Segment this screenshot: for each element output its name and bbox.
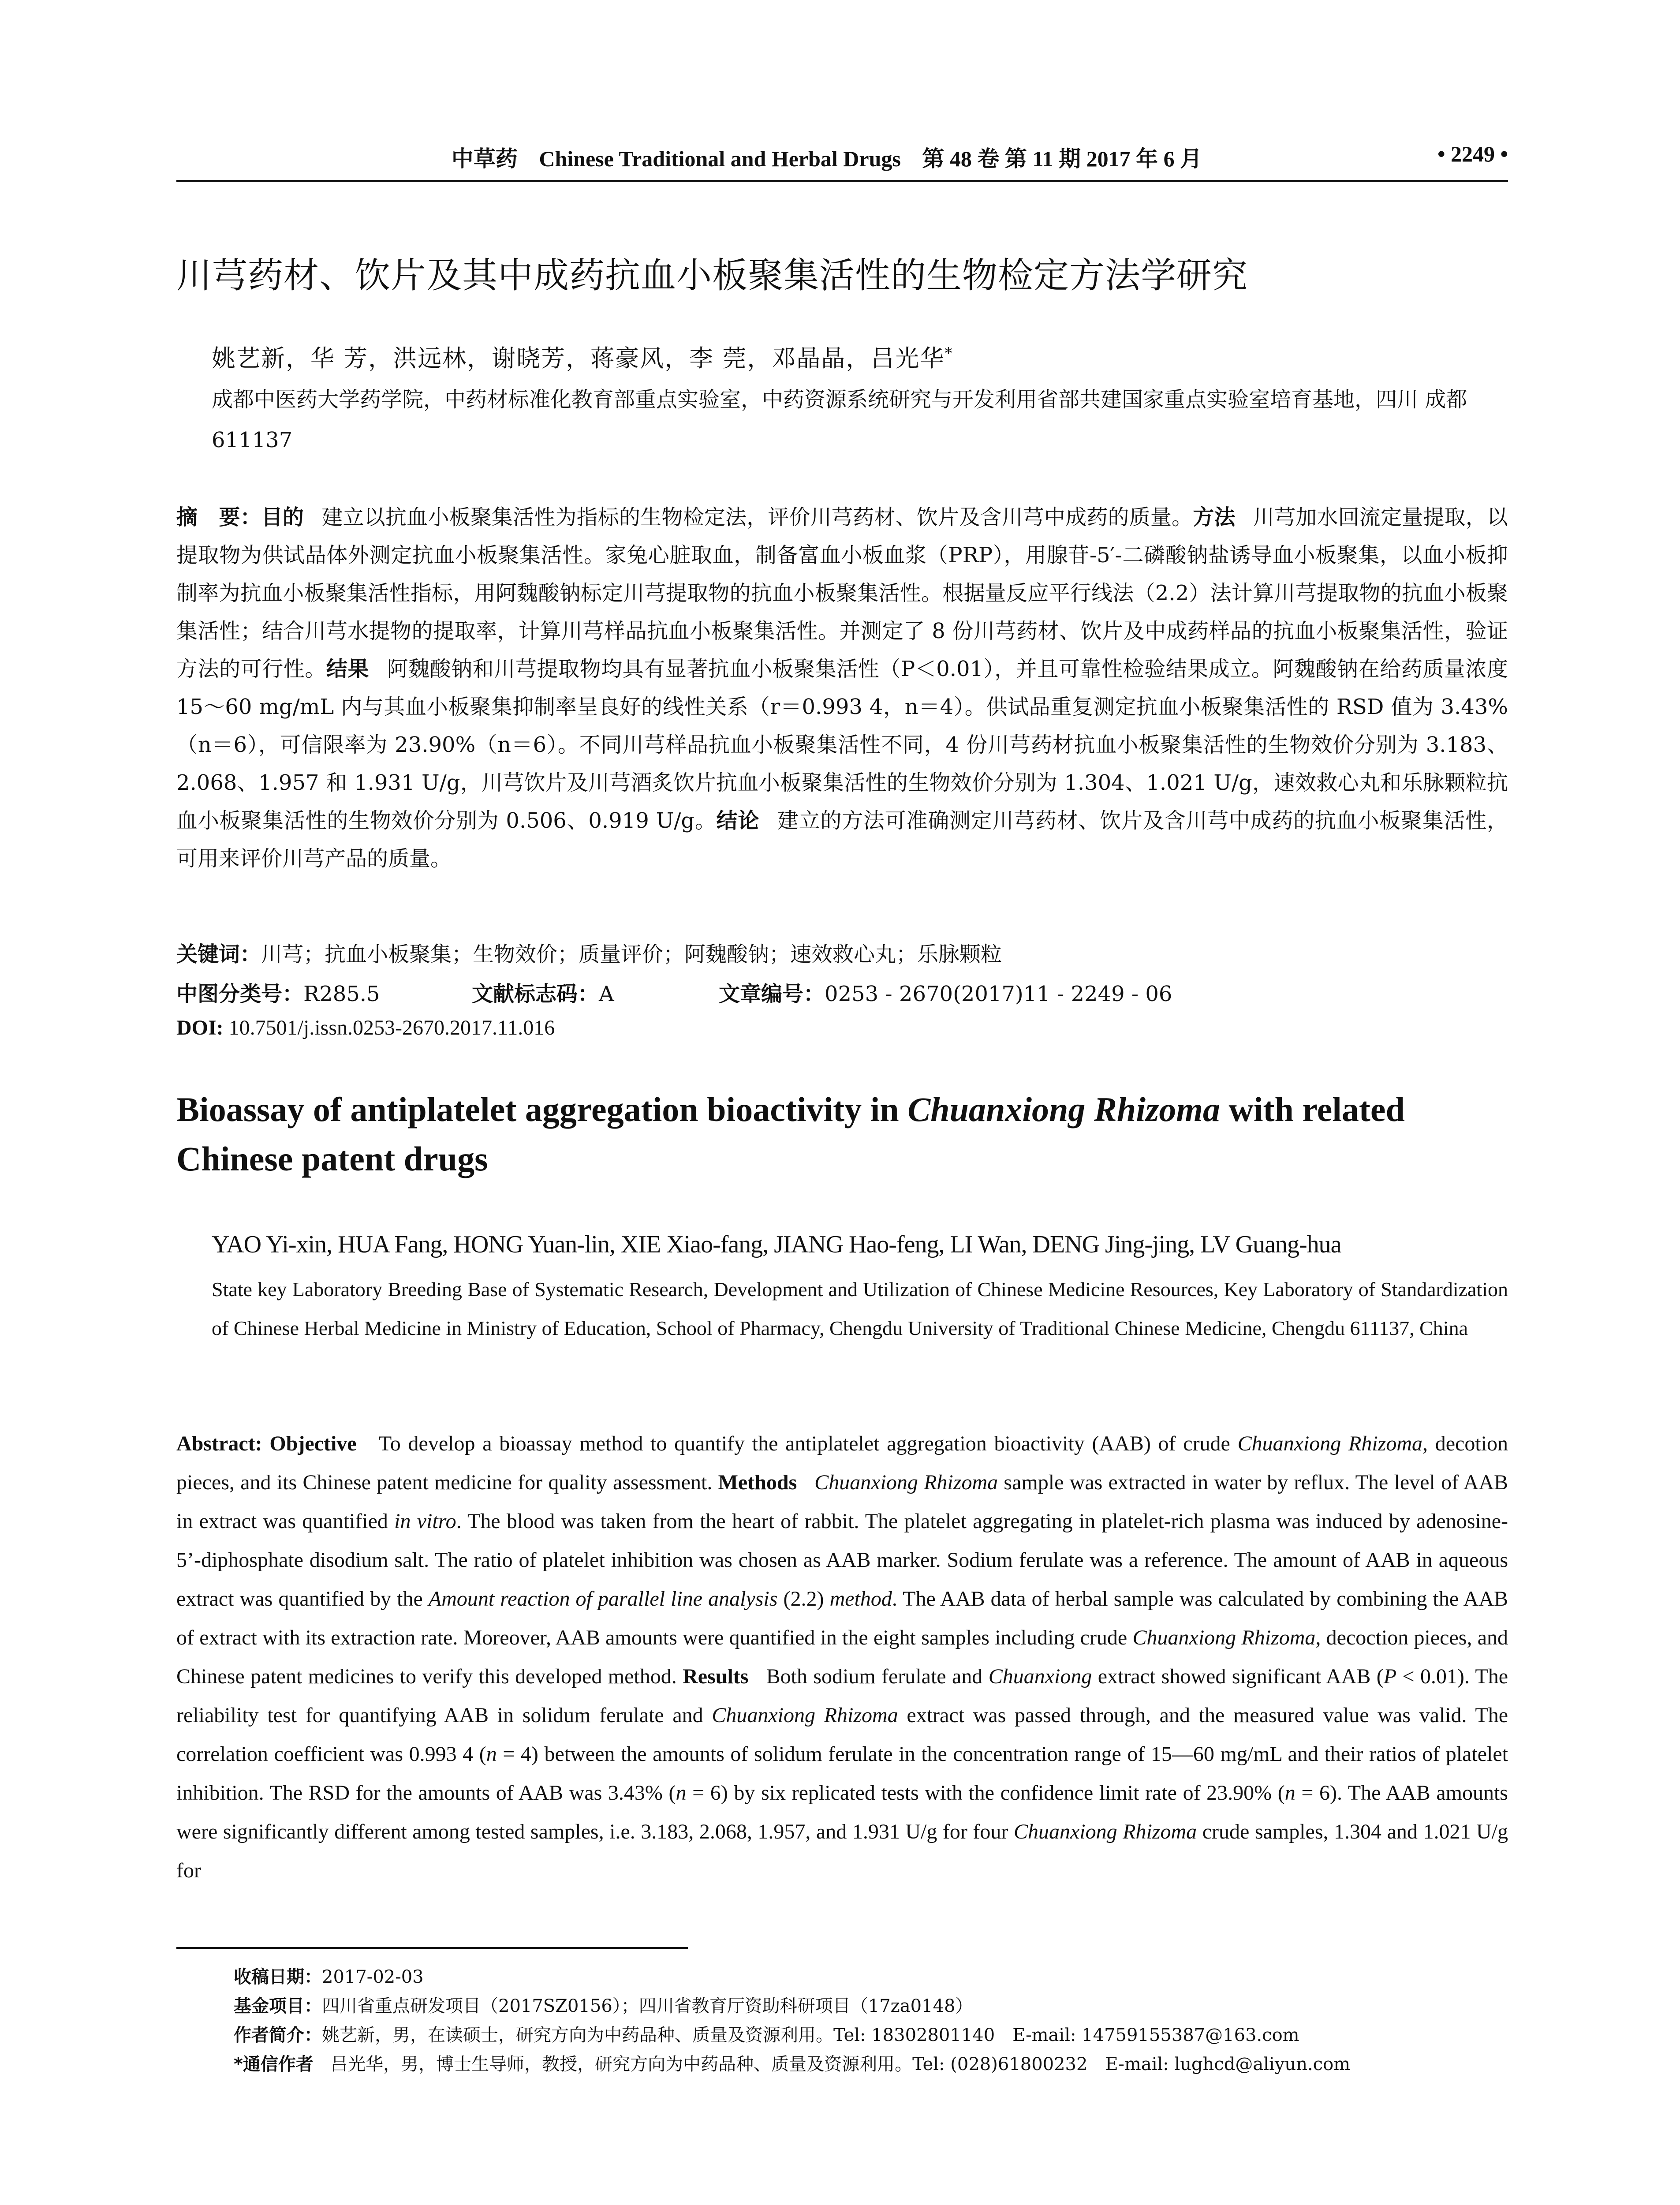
english-title-italic: Chuanxiong Rhizoma: [907, 1090, 1221, 1129]
keywords-label: 关键词：: [176, 942, 261, 967]
corresponding-label: *通信作者: [234, 2054, 314, 2074]
english-authors: YAO Yi-xin, HUA Fang, HONG Yuan-lin, XIE Xiao-fang, JIANG Hao-feng, LI Wan, DENG Jing-jing, LV Guang-hua: [212, 1231, 1341, 1258]
corresponding-value: 吕光华，男，博士生导师，教授，研究方向为中药品种、质量及资源利用。Tel: (028)61800232 E-mail: lughcd@aliyun.com: [330, 2054, 1351, 2074]
chinese-affiliation: 成都中医药大学药学院，中药材标准化教育部重点实验室，中药资源系统研究与开发利用省部共建国家重点实验室培育基地，四川 成都 611137: [212, 387, 1467, 452]
keywords-line: [176, 937, 1508, 968]
article-no-label: 文章编号：: [719, 982, 825, 1006]
received-label: 收稿日期：: [234, 1967, 322, 1987]
objective-text-cn: 建立以抗血小板聚集活性为指标的生物检定法，评价川芎药材、饮片及含川芎中成药的质量。: [321, 505, 1193, 530]
methods-label-cn: 方法: [1193, 505, 1236, 530]
fund-value: 四川省重点研发项目（2017SZ0156）；四川省教育厅资助科研项目（17za0148）: [322, 1996, 973, 2016]
chinese-abstract: [176, 498, 1508, 878]
results-text-en-5: = 4) between the amounts of solidum ferulate in the concentration range of 15—60 mg/mL and their ratios of platelet inhibition. The RSD for the amounts of AAB was 3.43% (: [176, 1742, 1508, 1805]
objective-label-cn: 目的: [261, 505, 304, 530]
results-label-cn: 结果: [326, 657, 370, 681]
doccode-label: 文献标志码：: [472, 982, 599, 1006]
results-italic-en-3: Chuanxiong Rhizoma: [712, 1704, 898, 1727]
author-label: 作者简介：: [234, 2025, 322, 2045]
header-rule: [176, 180, 1508, 182]
conclusion-text-cn: 建立的方法可准确测定川芎药材、饮片及含川芎中成药的抗血小板聚集活性，可用来评价川芎产品的质量。: [176, 808, 1508, 871]
results-text-en-2: extract showed significant AAB (: [1092, 1665, 1384, 1688]
objective-text-en: To develop a bioassay method to quantify the antiplatelet aggregation bioactivity (AAB) of crude: [378, 1432, 1238, 1455]
doi-line: [176, 1016, 1508, 1040]
english-title: [176, 1085, 1508, 1184]
methods-italic-en-2: in vitro: [394, 1510, 456, 1533]
footnote-fund: [234, 1992, 1508, 2021]
results-text-en-1: Both sodium ferulate and: [766, 1665, 989, 1688]
clc-label: 中图分类号：: [176, 982, 304, 1006]
results-italic-en-2: P: [1383, 1665, 1397, 1688]
results-text-en-8: crude samples, 1.304 and 1.021 U/g for: [176, 1820, 1508, 1882]
objective-label-en: Objective: [269, 1432, 357, 1455]
page-number: • 2249 •: [1437, 142, 1508, 166]
header-journal: [176, 141, 1477, 173]
results-italic-en-1: Chuanxiong: [988, 1665, 1092, 1688]
chinese-authors: [212, 340, 953, 374]
objective-text-en-2: , decotion pieces, and its Chinese patent medicine for quality assessment.: [176, 1432, 1508, 1494]
methods-text-en-5: , decoction pieces, and Chinese patent medicines to verify this developed method.: [176, 1626, 1508, 1688]
results-text-en-4: extract was passed through, and the measured value was valid. The correlation coefficient was 0.993 4 (: [176, 1704, 1508, 1766]
methods-italic-en-5: Chuanxiong Rhizoma: [1132, 1626, 1316, 1649]
footnote-author: [234, 2021, 1508, 2050]
doi-label: DOI:: [176, 1016, 224, 1039]
fund-label: 基金项目：: [234, 1996, 322, 2016]
journal-name-en: Chinese Traditional and Herbal Drugs: [539, 146, 901, 171]
journal-issue: 第 48 卷 第 11 期 2017 年 6 月: [922, 146, 1202, 171]
footnotes: [234, 1962, 1508, 2079]
chinese-authors-text: 姚艺新，华 芳，洪远林，谢晓芳，蒋豪风，李 莞，邓晶晶，吕光华: [212, 344, 945, 372]
results-italic-en-5: n: [676, 1781, 687, 1805]
results-text-en-7: = 6). The AAB amounts were significantly different among tested samples, i.e. 3.183, 2.068, 1.957, and 1.931 U/g for four: [176, 1781, 1508, 1843]
results-text-en-6: = 6) by six replicated tests with the confidence limit rate of 23.90% (: [686, 1781, 1285, 1805]
footnote-received: [234, 1962, 1508, 1992]
conclusion-label-cn: 结论: [716, 808, 760, 833]
english-title-part1: Bioassay of antiplatelet aggregation bioactivity in: [176, 1090, 908, 1129]
doi-value: 10.7501/j.issn.0253-2670.2017.11.016: [228, 1016, 555, 1039]
methods-label-en: Methods: [718, 1471, 797, 1494]
results-text-cn: 阿魏酸钠和川芎提取物均具有显著抗血小板聚集活性（P＜0.01），并且可靠性检验结果成立。阿魏酸钠在给药质量浓度 15～60 mg/mL 内与其血小板聚集抑制率呈良好的线性关系（r＝0.993 4，n＝4）。供试品重复测定抗血小板聚集活性的 RSD 值为 3.43%（n＝6），可信限率为 23.90%（n＝6）。不同川芎样品抗血小板聚集活性不同，4 份川芎药材抗血小板聚集活性的生物效价分别为 3.183、2.068、1.957 和 1.931 U/g，川芎饮片及川芎酒炙饮片抗血小板聚集活性的生物效价分别为 1.304、1.021 U/g，速效救心丸和乐脉颗粒抗血小板聚集活性的生物效价分别为 0.506、0.919 U/g。: [176, 657, 1508, 833]
chinese-title: 川芎药材、饮片及其中成药抗血小板聚集活性的生物检定方法学研究: [176, 255, 1248, 296]
methods-text-cn: 川芎加水回流定量提取，以提取物为供试品体外测定抗血小板聚集活性。家兔心脏取血，制备富血小板血浆（PRP），用腺苷-5′-二磷酸钠盐诱导血小板聚集，以血小板抑制率为抗血小板聚集活性指标，用阿魏酸钠标定川芎提取物的抗血小板聚集活性。根据量反应平行线法（2.2）法计算川芎提取物的抗血小板聚集活性；结合川芎水提物的提取率，计算川芎样品抗血小板聚集活性。并测定了 8 份川芎药材、饮片及中成药样品的抗血小板聚集活性，验证方法的可行性。: [176, 505, 1508, 681]
objective-italic-en: Chuanxiong Rhizoma: [1237, 1432, 1423, 1455]
keywords-text: 川芎；抗血小板聚集；生物效价；质量评价；阿魏酸钠；速效救心丸；乐脉颗粒: [261, 942, 1002, 967]
results-italic-en-6: n: [1284, 1781, 1295, 1805]
footnote-rule: [176, 1947, 688, 1949]
methods-text-en-1: sample was extracted in water by reflux. The level of AAB in extract was quantified: [176, 1471, 1508, 1533]
results-italic-en-7: Chuanxiong Rhizoma: [1013, 1820, 1197, 1843]
results-text-en-3: < 0.01). The reliability test for quantifying AAB in solidum ferulate and: [176, 1665, 1508, 1727]
english-abstract: [176, 1424, 1508, 1890]
abstract-label-cn: 摘 要：: [176, 505, 261, 530]
footnote-corresponding: [234, 2050, 1508, 2079]
classification-line: [176, 977, 1508, 1007]
english-affiliation: State key Laboratory Breeding Base of Systematic Research, Development and Utilization of Chinese Medicine Resources, Key Laboratory of Standardization of Chinese Herbal Medicine in Ministry of Education, School of Pharmacy, Chengdu University of Traditional Chinese Medicine, Chengdu 611137, China: [212, 1278, 1508, 1339]
methods-text-en-2: . The blood was taken from the heart of rabbit. The platelet aggregating in platelet-rich plasma was induced by adenosine-5’-diphosphate disodium salt. The ratio of platelet inhibition was chosen as AAB marker. Sodium ferulate was a reference. The amount of AAB in aqueous extract was quantified by the: [176, 1510, 1508, 1611]
methods-italic-en-1: Chuanxiong Rhizoma: [814, 1471, 998, 1494]
doccode-value: A: [599, 982, 614, 1006]
methods-italic-en-4: method: [829, 1587, 892, 1611]
doccode-item: [472, 977, 719, 1007]
results-italic-en-4: n: [486, 1742, 497, 1766]
clc-value: R285.5: [303, 982, 380, 1006]
abstract-label-en: Abstract:: [176, 1432, 262, 1455]
results-label-en: Results: [683, 1665, 749, 1688]
corresponding-mark: *: [945, 344, 953, 362]
methods-text-en-3: (2.2): [777, 1587, 830, 1611]
received-value: 2017-02-03: [322, 1967, 424, 1987]
journal-name-cn: 中草药: [451, 146, 518, 171]
author-value: 姚艺新，男，在读硕士，研究方向为中药品种、质量及资源利用。Tel: 18302801140 E-mail: 14759155387@163.com: [322, 2025, 1299, 2045]
methods-text-en-4: . The AAB data of herbal sample was calculated by combining the AAB of extract with its extraction rate. Moreover, AAB amounts were quantified in the eight samples including crude: [176, 1587, 1508, 1649]
article-no-item: [719, 977, 1172, 1007]
running-header: [176, 141, 1508, 181]
article-no-value: 0253 - 2670(2017)11 - 2249 - 06: [825, 982, 1172, 1006]
english-title-part2: with related Chinese patent drugs: [176, 1090, 1405, 1178]
clc-item: [176, 977, 472, 1007]
methods-italic-en-3: Amount reaction of parallel line analysis: [428, 1587, 778, 1611]
